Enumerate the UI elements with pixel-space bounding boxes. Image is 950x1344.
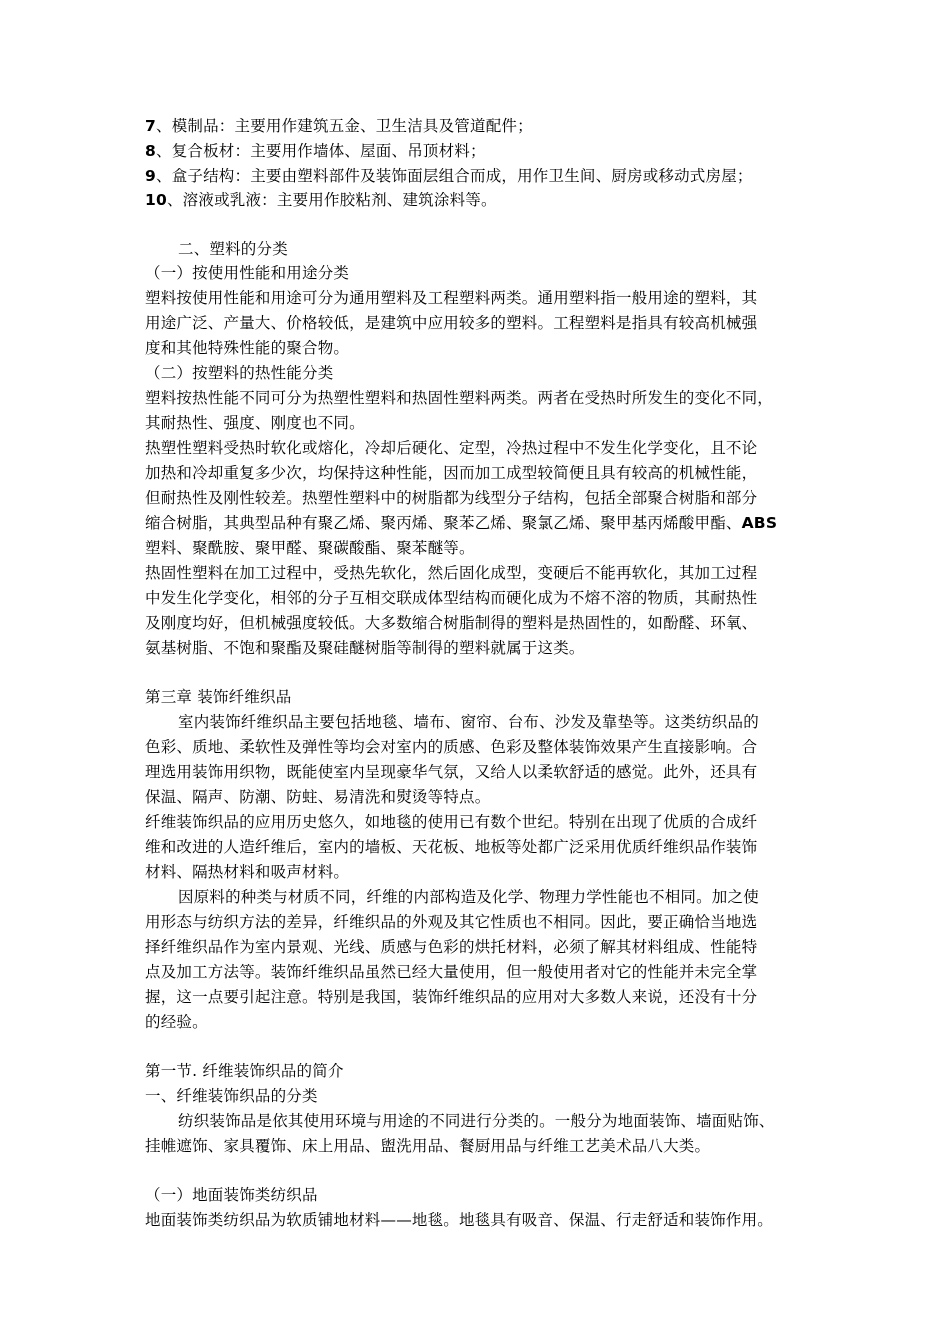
paragraph-line: 用形态与纺织方法的差异，纤维织品的外观及其它性质也不相同。因此，要正确恰当地选 — [145, 913, 758, 931]
abs-term: ABS — [741, 514, 778, 532]
subheading: （一）地面装饰类纺织品 — [145, 1186, 318, 1204]
paragraph-line: 度和其他特殊性能的聚合物。 — [145, 339, 350, 357]
paragraph-line: 理选用装饰用织物，既能使室内呈现豪华气氛，又给人以柔软舒适的感觉。此外，还具有 — [145, 763, 758, 781]
paragraph-line: 的经验。 — [145, 1013, 208, 1031]
paragraph-line — [145, 511, 777, 536]
paragraph-line: 加热和冷却重复多少次，均保持这种性能，因而加工成型较简便且具有较高的机械性能， — [145, 464, 758, 482]
paragraph-line: 纤维装饰织品的应用历史悠久，如地毯的使用已有数个世纪。特别在出现了优质的合成纤 — [145, 813, 758, 831]
list-text: 、模制品：主要用作建筑五金、卫生洁具及管道配件； — [156, 117, 533, 135]
list-item-9 — [145, 164, 753, 189]
subheading: （二）按塑料的热性能分类 — [145, 364, 334, 382]
list-number: 7 — [145, 117, 156, 135]
paragraph-line: 挂帷遮饰、家具覆饰、床上用品、盥洗用品、餐厨用品与纤维工艺美术品八大类。 — [145, 1137, 711, 1155]
subheading: （一）按使用性能和用途分类 — [145, 264, 350, 282]
paragraph-line: 材料、隔热材料和吸声材料。 — [145, 863, 350, 881]
list-number: 10 — [145, 191, 167, 209]
paragraph-line: 塑料、聚酰胺、聚甲醛、聚碳酸酯、聚苯醚等。 — [145, 539, 475, 557]
paragraph-line: 热固性塑料在加工过程中，受热先软化，然后固化成型，变硬后不能再软化，其加工过程 — [145, 564, 758, 582]
paragraph-line: 纺织装饰品是依其使用环境与用途的不同进行分类的。一般分为地面装饰、墙面贴饰、 — [178, 1112, 775, 1130]
paragraph-line: 室内装饰纤维织品主要包括地毯、墙布、窗帘、台布、沙发及靠垫等。这类纺织品的 — [178, 713, 759, 731]
list-text: 、溶液或乳液：主要用作胶粘剂、建筑涂料等。 — [166, 191, 497, 209]
paragraph-line: 中发生化学变化，相邻的分子互相交联成体型结构而硬化成为不熔不溶的物质，其耐热性 — [145, 589, 758, 607]
paragraph-line: 及刚度均好，但机械强度较低。大多数缩合树脂制得的塑料是热固性的，如酚醛、环氧、 — [145, 614, 758, 632]
list-text: 、盒子结构：主要由塑料部件及装饰面层组合而成，用作卫生间、厨房或移动式房屋； — [156, 167, 753, 185]
paragraph-line: 塑料按热性能不同可分为热塑性塑料和热固性塑料两类。两者在受热时所发生的变化不同， — [145, 389, 774, 407]
list-number: 9 — [145, 167, 156, 185]
paragraph-line: 塑料按使用性能和用途可分为通用塑料及工程塑料两类。通用塑料指一般用途的塑料，其 — [145, 289, 758, 307]
paragraph-line: 地面装饰类纺织品为软质铺地材料——地毯。地毯具有吸音、保温、行走舒适和装饰作用。 — [145, 1211, 774, 1229]
paragraph-line: 氨基树脂、不饱和聚酯及聚硅醚树脂等制得的塑料就属于这类。 — [145, 639, 585, 657]
list-item-8 — [145, 139, 486, 164]
paragraph-line: 维和改进的人造纤维后，室内的墙板、天花板、地板等处都广泛采用优质纤维织品作装饰 — [145, 838, 758, 856]
section-title: 第一节. 纤维装饰织品的简介 — [145, 1062, 344, 1080]
paragraph-line: 但耐热性及刚性较差。热塑性塑料中的树脂都为线型分子结构，包括全部聚合树脂和部分 — [145, 489, 758, 507]
list-text: 、复合板材：主要用作墙体、屋面、吊顶材料； — [156, 142, 486, 160]
paragraph-line: 择纤维织品作为室内景观、光线、质感与色彩的烘托材料，必须了解其材料组成、性能特 — [145, 938, 758, 956]
paragraph-line: 点及加工方法等。装饰纤维织品虽然已经大量使用，但一般使用者对它的性能并未完全掌 — [145, 963, 758, 981]
paragraph-line: 用途广泛、产量大、价格较低，是建筑中应用较多的塑料。工程塑料是指具有较高机械强 — [145, 314, 758, 332]
chapter-title: 第三章 装饰纤维织品 — [145, 688, 292, 706]
paragraph-text: 缩合树脂，其典型品种有聚乙烯、聚丙烯、聚苯乙烯、聚氯乙烯、聚甲基丙烯酸甲酯、 — [145, 514, 742, 532]
list-number: 8 — [145, 142, 156, 160]
list-item-10 — [145, 188, 497, 213]
paragraph-line: 色彩、质地、柔软性及弹性等均会对室内的质感、色彩及整体装饰效果产生直接影响。合 — [145, 738, 758, 756]
paragraph-line: 因原料的种类与材质不同，纤维的内部构造及化学、物理力学性能也不相同。加之使 — [178, 888, 759, 906]
paragraph-line: 保温、隔声、防潮、防蛀、易清洗和熨烫等特点。 — [145, 788, 491, 806]
list-item-7 — [145, 114, 533, 139]
paragraph-line: 热塑性塑料受热时软化或熔化，冷却后硬化、定型，冷热过程中不发生化学变化，且不论 — [145, 439, 758, 457]
paragraph-line: 握，这一点要引起注意。特别是我国，装饰纤维织品的应用对大多数人来说，还没有十分 — [145, 988, 758, 1006]
paragraph-line: 其耐热性、强度、刚度也不同。 — [145, 414, 365, 432]
section-heading: 二、塑料的分类 — [178, 240, 288, 258]
subheading: 一、纤维装饰织品的分类 — [145, 1087, 318, 1105]
